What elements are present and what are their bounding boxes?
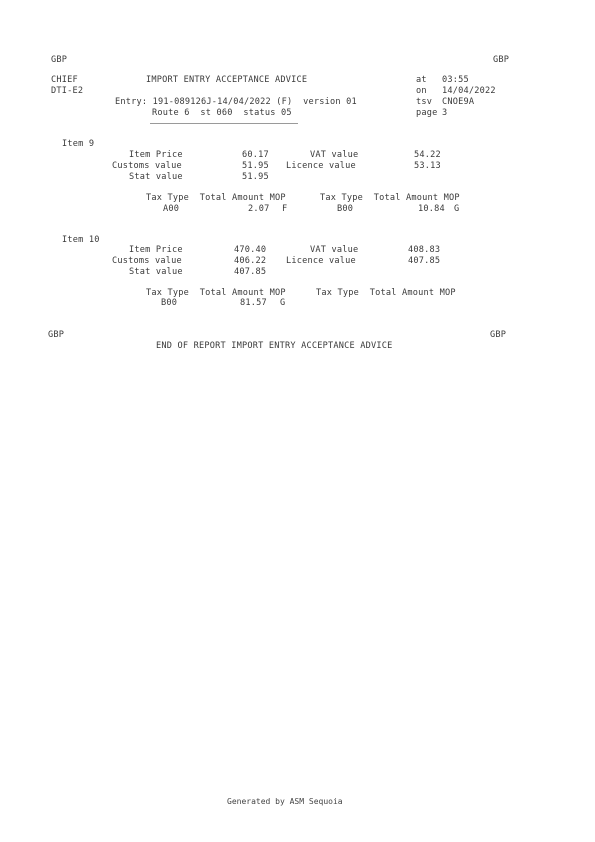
page-label: page — [416, 108, 438, 118]
end-of-report: END OF REPORT IMPORT ENTRY ACCEPTANCE ADVICE — [156, 341, 393, 351]
item10-heading: Item 10 — [62, 235, 100, 245]
item9-tax-row2-amount: 10.84 — [418, 204, 445, 214]
item9-tax-row2-type: B00 — [337, 204, 354, 214]
item9-tax-row1-type: A00 — [163, 204, 180, 214]
item10-tax-header-2: Tax Type Total Amount MOP — [316, 288, 456, 298]
item9-heading: Item 9 — [62, 139, 95, 149]
item10-item-price-label: Item Price — [129, 245, 183, 255]
item9-vat-value-value: 54.22 — [414, 150, 441, 160]
system-dti: DTI-E2 — [51, 86, 84, 96]
item10-stat-value-value: 407.85 — [234, 267, 267, 277]
item10-licence-value-label: Licence value — [286, 256, 356, 266]
tsv-value: CNOE9A — [442, 97, 475, 107]
route-line: Route 6 st 060 status 05 — [152, 108, 292, 118]
item9-tax-row1-mop: F — [282, 204, 288, 214]
at-label: at — [416, 75, 427, 85]
tsv-label: tsv — [416, 97, 433, 107]
item10-vat-value-label: VAT value — [310, 245, 359, 255]
item10-vat-value-value: 408.83 — [408, 245, 441, 255]
on-label: on — [416, 86, 427, 96]
item9-licence-value-label: Licence value — [286, 161, 356, 171]
item9-item-price-label: Item Price — [129, 150, 183, 160]
item9-item-price-value: 60.17 — [242, 150, 269, 160]
at-value: 03:55 — [442, 75, 469, 85]
currency-top-right: GBP — [493, 55, 510, 65]
item10-customs-value-value: 406.22 — [234, 256, 267, 266]
item10-tax-row1-type: B00 — [161, 298, 178, 308]
item10-customs-value-label: Customs value — [112, 256, 182, 266]
currency-end-right: GBP — [490, 330, 507, 340]
title-underline — [150, 123, 298, 124]
item9-customs-value-label: Customs value — [112, 161, 182, 171]
entry-line: Entry: 191-089126J-14/04/2022 (F) version 01 — [115, 97, 357, 107]
item9-stat-value-value: 51.95 — [242, 172, 269, 182]
item10-tax-header-1: Tax Type Total Amount MOP — [146, 288, 286, 298]
item9-tax-row2-mop: G — [454, 204, 460, 214]
item9-customs-value-value: 51.95 — [242, 161, 269, 171]
currency-end-left: GBP — [48, 330, 65, 340]
item9-tax-row1-amount: 2.07 — [248, 204, 270, 214]
item10-licence-value-value: 407.85 — [408, 256, 441, 266]
item10-tax-row1-mop: G — [280, 298, 286, 308]
system-chief: CHIEF — [51, 75, 78, 85]
item10-tax-row1-amount: 81.57 — [240, 298, 267, 308]
page-value: 3 — [442, 108, 448, 118]
generated-by: Generated by ASM Sequoia — [227, 797, 343, 806]
item10-item-price-value: 470.40 — [234, 245, 267, 255]
item9-tax-header-1: Tax Type Total Amount MOP — [146, 193, 286, 203]
on-value: 14/04/2022 — [442, 86, 496, 96]
item9-vat-value-label: VAT value — [310, 150, 359, 160]
report-title: IMPORT ENTRY ACCEPTANCE ADVICE — [146, 75, 308, 85]
item9-stat-value-label: Stat value — [129, 172, 183, 182]
currency-top-left: GBP — [51, 55, 68, 65]
item9-licence-value-value: 53.13 — [414, 161, 441, 171]
item9-tax-header-2: Tax Type Total Amount MOP — [320, 193, 460, 203]
item10-stat-value-label: Stat value — [129, 267, 183, 277]
